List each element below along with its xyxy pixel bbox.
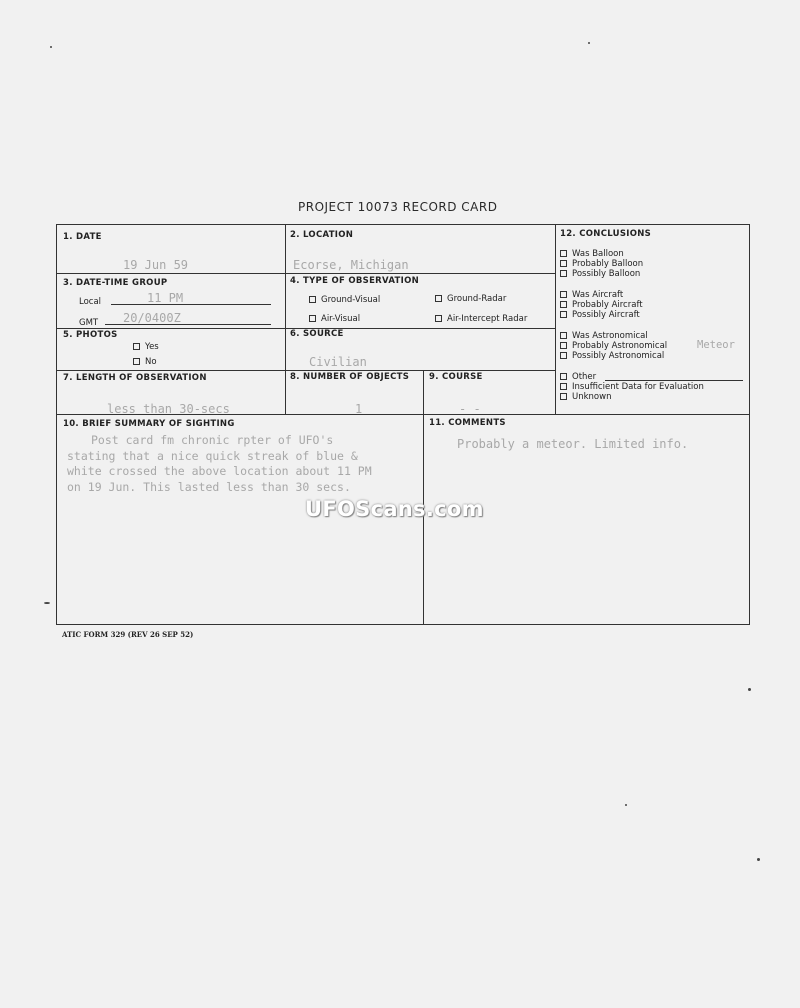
checkbox-icon — [560, 332, 567, 339]
conclusion-was-astronomical[interactable] — [560, 331, 648, 341]
checkbox-icon — [435, 315, 442, 322]
location-value: Ecorse, Michigan — [293, 258, 409, 272]
summary-line: stating that a nice quick streak of blue & — [67, 448, 358, 463]
photos-option-yes[interactable] — [133, 342, 159, 352]
watermark: UFOScans.com — [305, 497, 484, 521]
conclusion-label: Was Astronomical — [572, 331, 648, 341]
scan-speck — [588, 42, 590, 44]
dtg-gmt-label: GMT — [79, 318, 99, 328]
conclusion-label: Other — [572, 372, 597, 382]
checkbox-icon — [560, 260, 567, 267]
conclusion-label: Probably Astronomical — [572, 341, 668, 351]
conclusion-typed-mark: Meteor — [697, 339, 735, 351]
type-option-label: Ground-Visual — [321, 295, 381, 305]
summary-line: on 19 Jun. This lasted less than 30 secs. — [67, 479, 351, 494]
conclusion-label: Possibly Aircraft — [572, 310, 640, 320]
length-value: less than 30-secs — [107, 402, 230, 416]
conclusion-possibly-aircraft[interactable] — [560, 310, 640, 320]
other-underline — [605, 380, 743, 381]
num-objects-label: 8. NUMBER OF OBJECTS — [290, 372, 410, 382]
type-label: 4. TYPE OF OBSERVATION — [290, 276, 420, 286]
checkbox-icon — [560, 301, 567, 308]
checkbox-icon — [560, 250, 567, 257]
conclusion-possibly-balloon[interactable] — [560, 269, 640, 279]
source-label: 6. SOURCE — [290, 329, 344, 339]
scan-speck — [757, 858, 760, 861]
summary-line: white crossed the above location about 11 PM — [67, 464, 372, 478]
checkbox-icon — [560, 393, 567, 400]
date-value: 19 Jun 59 — [123, 258, 189, 272]
conclusion-possibly-astronomical[interactable] — [560, 351, 664, 361]
checkbox-icon — [560, 291, 567, 298]
type-option-ground-radar[interactable] — [435, 294, 506, 304]
photos-option-label: Yes — [145, 342, 159, 352]
conclusion-label: Was Balloon — [572, 249, 624, 259]
conclusion-label: Unknown — [572, 392, 612, 402]
course-label: 9. COURSE — [429, 372, 483, 382]
type-option-ground-visual[interactable] — [309, 295, 380, 305]
checkbox-icon — [560, 342, 567, 349]
scan-speck — [50, 46, 52, 48]
checkbox-icon — [560, 352, 567, 359]
conclusion-label: Probably Aircraft — [572, 300, 643, 310]
course-value: - - — [459, 402, 481, 416]
checkbox-icon — [309, 315, 316, 322]
dtg-label: 3. DATE-TIME GROUP — [63, 278, 168, 288]
conclusion-label: Possibly Balloon — [572, 269, 641, 279]
dtg-local-line — [111, 304, 271, 305]
scan-speck — [748, 688, 751, 691]
checkbox-icon — [309, 296, 316, 303]
conclusions-label: 12. CONCLUSIONS — [560, 229, 652, 239]
dtg-local-label: Local — [79, 297, 102, 307]
conclusion-unknown[interactable] — [560, 392, 611, 402]
date-label: 1. DATE — [63, 232, 102, 242]
checkbox-icon — [435, 295, 442, 302]
summary-label: 10. BRIEF SUMMARY OF SIGHTING — [63, 419, 235, 429]
conclusion-label: Insufficient Data for Evaluation — [572, 382, 704, 392]
comments-value: Probably a meteor. Limited info. — [457, 437, 689, 451]
card-title: PROJECT 10073 RECORD CARD — [298, 200, 498, 214]
conclusion-insufficient-data[interactable] — [560, 382, 704, 392]
photos-label: 5. PHOTOS — [63, 330, 118, 340]
type-option-label: Air-Intercept Radar — [447, 314, 528, 324]
source-value: Civilian — [309, 355, 367, 369]
location-label: 2. LOCATION — [290, 230, 354, 240]
type-option-label: Ground-Radar — [447, 294, 507, 304]
scan-speck — [625, 804, 627, 806]
conclusion-probably-astronomical[interactable] — [560, 341, 667, 351]
photos-option-no[interactable] — [133, 357, 157, 367]
num-objects-value: 1 — [355, 402, 363, 416]
conclusion-was-aircraft[interactable] — [560, 290, 623, 300]
conclusion-label: Probably Balloon — [572, 259, 644, 269]
conclusion-other[interactable] — [560, 372, 596, 382]
dtg-gmt-value: 20/0400Z — [123, 311, 181, 325]
type-option-label: Air-Visual — [321, 314, 361, 324]
checkbox-icon — [560, 311, 567, 318]
form-footer: ATIC FORM 329 (REV 26 SEP 52) — [62, 630, 194, 639]
conclusion-label: Possibly Astronomical — [572, 351, 665, 361]
type-option-air-intercept-radar[interactable] — [435, 314, 527, 324]
dtg-local-value: 11 PM — [147, 291, 184, 305]
conclusion-was-balloon[interactable] — [560, 249, 624, 259]
rule — [285, 225, 286, 414]
checkbox-icon — [560, 270, 567, 277]
conclusion-label: Was Aircraft — [572, 290, 624, 300]
scan-speck — [44, 602, 50, 604]
type-option-air-visual[interactable] — [309, 314, 360, 324]
rule — [57, 273, 555, 274]
rule — [555, 225, 556, 414]
comments-label: 11. COMMENTS — [429, 418, 506, 428]
summary-text — [67, 433, 372, 495]
record-card-form — [56, 224, 750, 625]
checkbox-icon — [133, 358, 140, 365]
checkbox-icon — [560, 383, 567, 390]
length-label: 7. LENGTH OF OBSERVATION — [63, 373, 207, 383]
rule — [57, 370, 555, 371]
summary-line: Post card fm chronic rpter of UFO's — [91, 433, 334, 447]
checkbox-icon — [560, 373, 567, 380]
checkbox-icon — [133, 343, 140, 350]
conclusion-probably-balloon[interactable] — [560, 259, 643, 269]
photos-option-label: No — [145, 357, 157, 367]
conclusion-probably-aircraft[interactable] — [560, 300, 643, 310]
